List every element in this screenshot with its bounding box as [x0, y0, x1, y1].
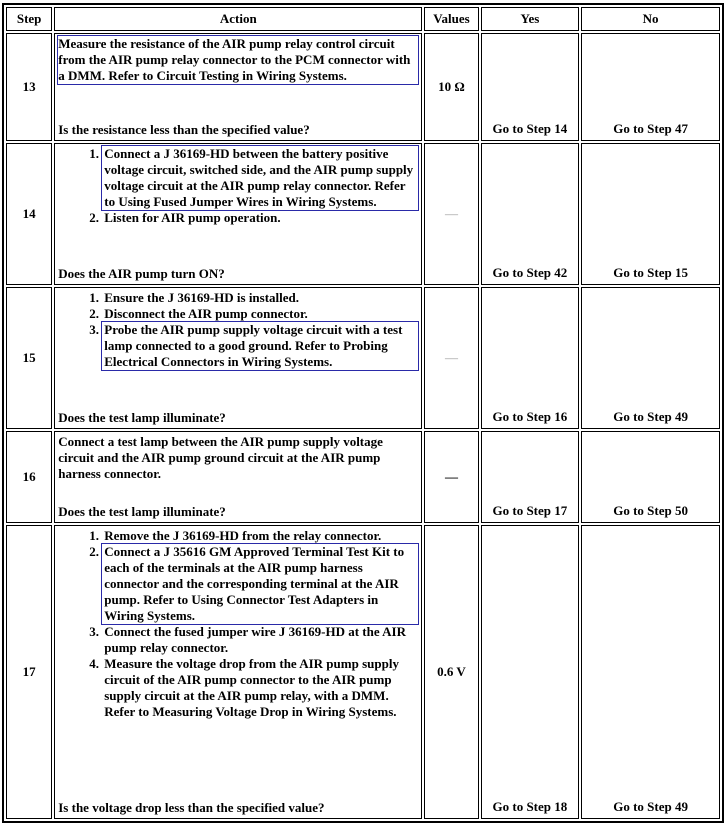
header-no: No	[581, 7, 720, 31]
action-question: Does the test lamp illuminate?	[58, 410, 226, 425]
action-question: Does the AIR pump turn ON?	[58, 266, 225, 281]
table-row	[6, 431, 720, 523]
no-link[interactable]: Go to Step 50	[581, 431, 720, 523]
table-row	[6, 525, 720, 819]
yes-link[interactable]: Go to Step 42	[481, 143, 580, 285]
action-text: Connect a test lamp between the AIR pump supply voltage circuit and the AIR pump ground circuit at the AIR pump harness connector.	[58, 434, 383, 481]
value-cell: 0.6 V	[424, 525, 478, 819]
step-number: 15	[6, 287, 52, 429]
header-row	[6, 7, 720, 31]
table-row	[6, 33, 720, 141]
value-cell	[424, 287, 478, 429]
value-dash: —	[444, 350, 458, 365]
header-step: Step	[6, 7, 52, 31]
action-cell	[54, 143, 422, 285]
action-item: 2. Connect a J 35616 GM Approved Terminal Test Kit to each of the terminals at the AIR pump harness connector and the corresponding terminal at the AIR pump. Refer to Using Connector Test Adapters in Wiring Systems.	[102, 544, 418, 624]
action-item: 1. Remove the J 36169-HD from the relay connector.	[102, 528, 418, 544]
table-row	[6, 143, 720, 285]
diagnostic-table	[4, 5, 722, 821]
value-dash: —	[444, 206, 458, 221]
action-cell	[54, 33, 422, 141]
no-link[interactable]: Go to Step 15	[581, 143, 720, 285]
action-item: 1. Connect a J 36169-HD between the battery positive voltage circuit, switched side, and the AIR pump supply voltage circuit at the AIR pump relay connector. Refer to Using Fused Jumper Wires in Wiring Systems.	[102, 146, 418, 210]
yes-link[interactable]: Go to Step 18	[481, 525, 580, 819]
no-link[interactable]: Go to Step 49	[581, 525, 720, 819]
yes-link[interactable]: Go to Step 16	[481, 287, 580, 429]
no-link[interactable]: Go to Step 47	[581, 33, 720, 141]
action-item: 1. Ensure the J 36169-HD is installed.	[102, 290, 418, 306]
yes-link[interactable]: Go to Step 14	[481, 33, 580, 141]
action-item: 2. Disconnect the AIR pump connector.	[102, 306, 418, 322]
action-item: 4. Measure the voltage drop from the AIR pump supply circuit of the AIR pump connector to the AIR pump supply circuit at the AIR pump relay, with a DMM. Refer to Measuring Voltage Drop in Wiring Systems.	[102, 656, 418, 720]
header-action: Action	[54, 7, 422, 31]
value-cell	[424, 431, 478, 523]
value-cell	[424, 143, 478, 285]
step-number: 16	[6, 431, 52, 523]
header-values: Values	[424, 7, 478, 31]
step-number: 17	[6, 525, 52, 819]
value-cell: 10 Ω	[424, 33, 478, 141]
yes-link[interactable]: Go to Step 17	[481, 431, 580, 523]
diagnostic-table-frame	[2, 3, 724, 823]
action-item: 3. Probe the AIR pump supply voltage circuit with a test lamp connected to a good ground. Refer to Probing Electrical Connectors in Wiring Systems.	[102, 322, 418, 370]
step-number: 13	[6, 33, 52, 141]
action-text: Measure the resistance of the AIR pump relay control circuit from the AIR pump relay connector to the PCM connector with a DMM. Refer to Circuit Testing in Wiring Systems.	[58, 36, 418, 84]
action-cell	[54, 525, 422, 819]
no-link[interactable]: Go to Step 49	[581, 287, 720, 429]
table-row	[6, 287, 720, 429]
action-question: Does the test lamp illuminate?	[58, 504, 226, 519]
action-cell	[54, 287, 422, 429]
action-question: Is the voltage drop less than the specified value?	[58, 800, 325, 815]
step-number: 14	[6, 143, 52, 285]
value-dash: —	[444, 469, 458, 484]
action-cell	[54, 431, 422, 523]
header-yes: Yes	[481, 7, 580, 31]
action-question: Is the resistance less than the specified value?	[58, 122, 310, 137]
action-item: 2. Listen for AIR pump operation.	[102, 210, 418, 226]
action-item: 3. Connect the fused jumper wire J 36169-HD at the AIR pump relay connector.	[102, 624, 418, 656]
